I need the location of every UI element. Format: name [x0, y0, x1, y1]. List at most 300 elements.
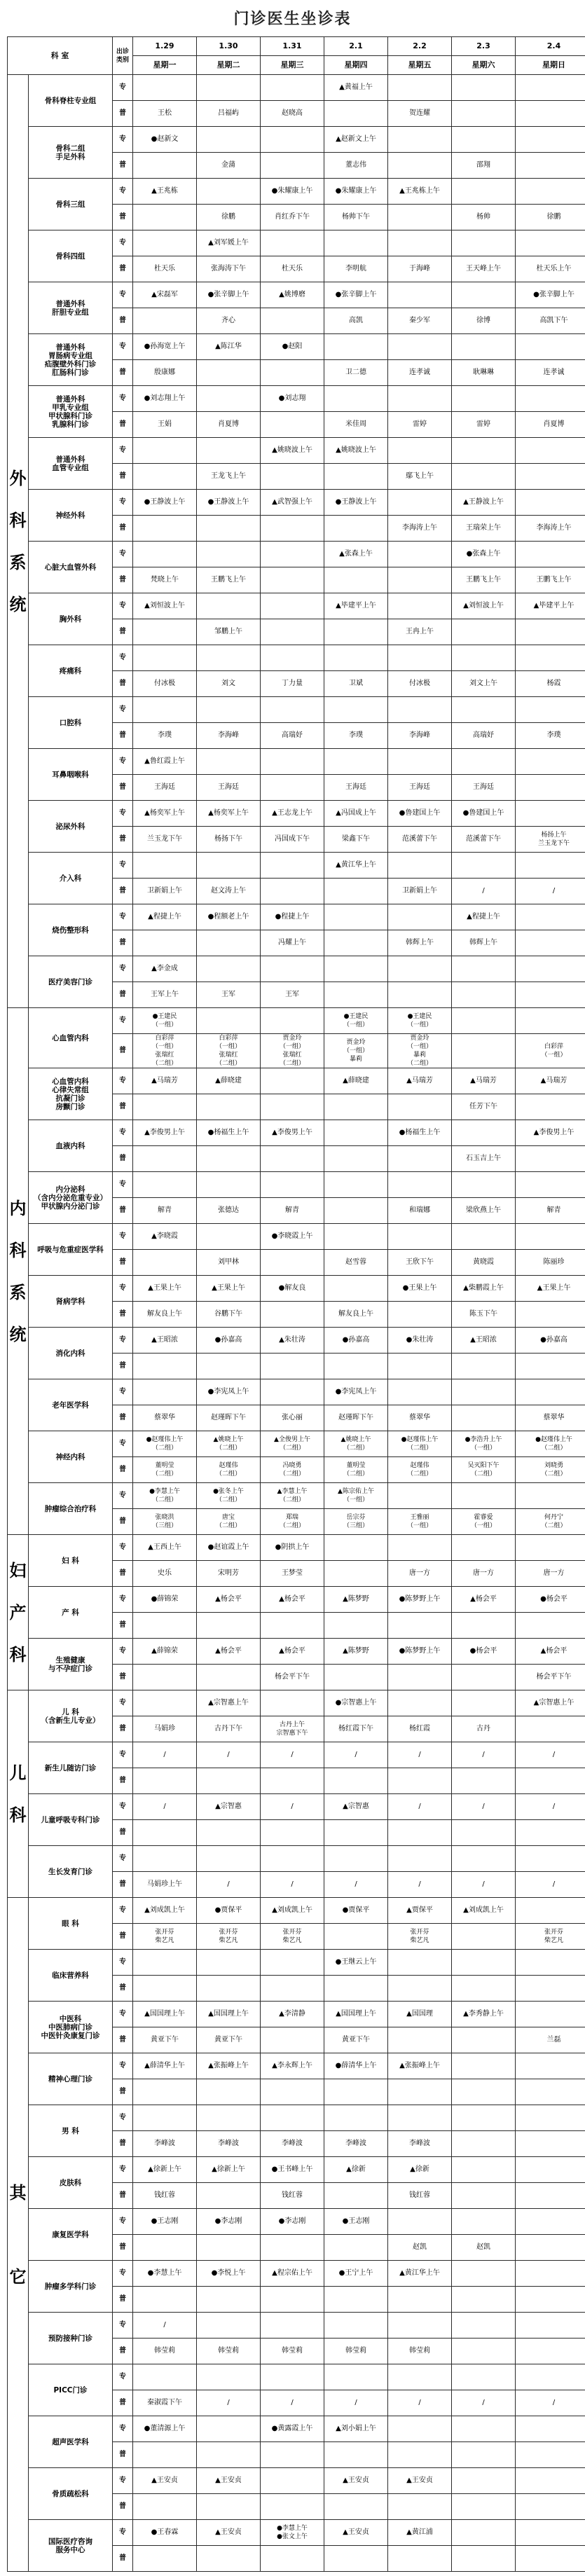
schedule-cell	[197, 645, 261, 671]
schedule-cell	[452, 749, 516, 775]
schedule-cell	[452, 1613, 516, 1639]
schedule-cell	[516, 1146, 585, 1172]
schedule-cell: ▲黄江华上午	[324, 853, 388, 879]
schedule-row	[8, 334, 585, 360]
schedule-cell	[324, 567, 388, 593]
visit-type: 普	[113, 2442, 133, 2468]
schedule-cell	[324, 1768, 388, 1794]
schedule-cell	[261, 879, 324, 904]
schedule-cell: 梁鑫下午	[324, 827, 388, 853]
schedule-cell	[452, 2027, 516, 2053]
visit-type: 专	[113, 75, 133, 101]
schedule-cell: ●薛清华上午	[324, 2053, 388, 2079]
schedule-cell: 张开芬 柴艺凡	[261, 1924, 324, 1950]
schedule-cell: ▲国国理上午	[197, 2002, 261, 2027]
schedule-cell: ●王静波上午	[133, 490, 197, 516]
schedule-cell: 陈玉下午	[452, 1302, 516, 1328]
schedule-cell	[452, 697, 516, 723]
schedule-cell: 米佳周	[324, 412, 388, 438]
schedule-cell	[388, 1379, 452, 1405]
schedule-cell: 杜天乐	[133, 256, 197, 282]
visit-type: 普	[113, 1354, 133, 1379]
schedule-cell	[452, 2494, 516, 2520]
header-date: 1.29	[133, 37, 197, 56]
schedule-cell	[516, 2105, 585, 2131]
visit-type: 普	[113, 879, 133, 904]
schedule-cell	[324, 2235, 388, 2261]
schedule-cell: 卫斌	[324, 671, 388, 697]
visit-type: 专	[113, 2468, 133, 2494]
schedule-cell: 杜天乐上午	[516, 256, 585, 282]
visit-type: 普	[113, 567, 133, 593]
schedule-row	[8, 1379, 585, 1405]
schedule-cell	[452, 982, 516, 1008]
visit-type: 普	[113, 308, 133, 334]
schedule-cell: 赵雪蓉	[324, 1250, 388, 1276]
schedule-cell	[133, 619, 197, 645]
schedule-cell: 赵瑾伟 （二组）	[388, 1457, 452, 1483]
schedule-cell	[261, 853, 324, 879]
schedule-cell	[261, 360, 324, 386]
schedule-cell	[452, 101, 516, 127]
schedule-cell	[133, 1690, 197, 1716]
schedule-cell: 贾金玲 （一组） 暴莉 （二组）	[388, 1034, 452, 1068]
schedule-cell	[516, 1535, 585, 1561]
schedule-cell	[452, 2053, 516, 2079]
schedule-cell	[261, 516, 324, 542]
schedule-cell	[324, 1198, 388, 1224]
schedule-cell: ▲刘成凯上午	[261, 1898, 324, 1924]
schedule-cell	[388, 1690, 452, 1716]
schedule-cell: 李海峰	[197, 723, 261, 749]
schedule-cell	[133, 516, 197, 542]
schedule-cell: 王冉上午	[388, 619, 452, 645]
schedule-cell	[261, 153, 324, 179]
schedule-cell: /	[133, 1742, 197, 1768]
schedule-cell: ▲刘成凯上午	[133, 1898, 197, 1924]
dept-name: 消化内科	[29, 1328, 113, 1379]
schedule-row	[8, 904, 585, 930]
schedule-cell	[261, 127, 324, 153]
schedule-cell	[261, 2546, 324, 2572]
header-weekday: 星期四	[324, 56, 388, 75]
schedule-cell: ▲徐新	[388, 2157, 452, 2183]
schedule-cell: 蔡翠华	[133, 1405, 197, 1431]
schedule-body	[8, 75, 585, 2572]
page-title: 门诊医生坐诊表	[233, 9, 352, 28]
schedule-cell: ▲王志龙上午	[261, 801, 324, 827]
schedule-cell: ▲姚博磨	[261, 282, 324, 308]
schedule-cell: 鄢飞上午	[388, 464, 452, 490]
visit-type: 普	[113, 360, 133, 386]
schedule-cell: ●陈梦野上午	[388, 1639, 452, 1665]
schedule-cell: ▲王兆栋	[133, 179, 197, 205]
schedule-cell: 黄亚下午	[197, 2027, 261, 2053]
schedule-cell	[516, 438, 585, 464]
schedule-cell	[388, 1483, 452, 1509]
schedule-cell: ●贾保平	[324, 1898, 388, 1924]
header-weekday: 星期六	[452, 56, 516, 75]
group-label: 其 它	[8, 1898, 29, 2572]
schedule-cell	[516, 2287, 585, 2313]
schedule-cell	[516, 697, 585, 723]
schedule-cell	[516, 1094, 585, 1120]
header-weekday: 星期二	[197, 56, 261, 75]
visit-type: 专	[113, 1379, 133, 1405]
schedule-cell: 马娟珍	[133, 1716, 197, 1742]
schedule-cell	[197, 853, 261, 879]
schedule-cell	[133, 1976, 197, 2002]
schedule-cell	[516, 2157, 585, 2183]
schedule-cell	[388, 1665, 452, 1690]
schedule-cell: /	[388, 2390, 452, 2416]
visit-type: 专	[113, 1587, 133, 1613]
schedule-cell: 古丹下午	[197, 1716, 261, 1742]
schedule-cell: ▲徐新上午	[197, 2157, 261, 2183]
dept-name: 生殖健康 与不孕症门诊	[29, 1639, 113, 1690]
schedule-cell	[261, 464, 324, 490]
schedule-cell: 张开芬 柴艺凡	[197, 1924, 261, 1950]
visit-type: 专	[113, 2002, 133, 2027]
visit-type: 普	[113, 2287, 133, 2313]
schedule-cell	[261, 2079, 324, 2105]
schedule-cell: 王松	[133, 101, 197, 127]
schedule-cell: 陈丽珍	[516, 1250, 585, 1276]
schedule-cell: 王天峰上午	[452, 256, 516, 282]
schedule-row	[8, 230, 585, 256]
schedule-cell	[133, 542, 197, 567]
schedule-cell	[516, 2313, 585, 2339]
schedule-cell: ●王志刚	[133, 2209, 197, 2235]
visit-type: 专	[113, 749, 133, 775]
dept-name: 肾病学科	[29, 1276, 113, 1328]
schedule-cell	[516, 645, 585, 671]
schedule-cell: ▲张振峰上午	[197, 2053, 261, 2079]
schedule-cell: 钱红蓉	[388, 2183, 452, 2209]
schedule-cell: /	[452, 1794, 516, 1820]
schedule-cell: 赵瑾伟 （二组）	[197, 1457, 261, 1483]
schedule-cell	[133, 1665, 197, 1690]
schedule-cell	[324, 1846, 388, 1872]
schedule-cell	[261, 956, 324, 982]
schedule-cell: 韩莹莉	[261, 2339, 324, 2364]
schedule-cell	[388, 127, 452, 153]
schedule-cell	[197, 1008, 261, 1034]
dept-name: 烧伤整形科	[29, 904, 113, 956]
schedule-cell	[324, 1665, 388, 1690]
schedule-cell: ▲马瑞芳	[133, 1068, 197, 1094]
schedule-cell	[197, 2546, 261, 2572]
schedule-cell: /	[452, 879, 516, 904]
schedule-cell	[133, 2546, 197, 2572]
schedule-cell: 王娟	[133, 412, 197, 438]
schedule-cell: ▲陈梦野	[324, 1587, 388, 1613]
schedule-row	[8, 179, 585, 205]
schedule-cell: ▲李清静	[261, 2002, 324, 2027]
visit-type: 普	[113, 2546, 133, 2572]
schedule-cell	[324, 2364, 388, 2390]
schedule-cell	[516, 2131, 585, 2157]
schedule-cell	[388, 334, 452, 360]
schedule-cell: 和瑞娜	[388, 1198, 452, 1224]
schedule-cell: ▲马瑞芳	[452, 1068, 516, 1094]
schedule-cell: 张海涛下午	[197, 256, 261, 282]
schedule-cell	[133, 2235, 197, 2261]
schedule-cell	[388, 2287, 452, 2313]
schedule-row	[8, 2313, 585, 2339]
visit-type: 普	[113, 256, 133, 282]
schedule-cell: 郑瑞 （二组）	[261, 1509, 324, 1535]
dept-name: 肿瘤多学科门诊	[29, 2261, 113, 2313]
schedule-cell	[516, 2520, 585, 2546]
schedule-cell	[197, 956, 261, 982]
schedule-cell: /	[516, 879, 585, 904]
dept-name: 骨科三组	[29, 179, 113, 230]
schedule-cell: 杨红霞	[388, 1716, 452, 1742]
dept-name: 泌尿外科	[29, 801, 113, 853]
schedule-row	[8, 1328, 585, 1354]
schedule-cell	[133, 1146, 197, 1172]
schedule-cell: ▲刘恒波上午	[133, 593, 197, 619]
schedule-cell: /	[133, 2313, 197, 2339]
schedule-cell	[261, 1690, 324, 1716]
schedule-cell	[133, 697, 197, 723]
schedule-cell	[324, 101, 388, 127]
schedule-cell	[388, 2027, 452, 2053]
schedule-cell: ●赵瑾伟上午 （二组）	[388, 1431, 452, 1457]
schedule-cell	[324, 1613, 388, 1639]
schedule-cell: ●李宪凤上午	[324, 1379, 388, 1405]
schedule-cell	[452, 1008, 516, 1034]
schedule-cell	[324, 697, 388, 723]
schedule-cell: ▲刘小娟上午	[324, 2416, 388, 2442]
schedule-cell	[133, 2105, 197, 2131]
dept-name: 普通外科 血管专业组	[29, 438, 113, 490]
schedule-cell: ▲国国理上午	[324, 2002, 388, 2027]
schedule-cell	[516, 127, 585, 153]
schedule-cell	[452, 1535, 516, 1561]
schedule-cell	[197, 542, 261, 567]
schedule-cell: /	[261, 1742, 324, 1768]
schedule-cell: 吕福屿	[197, 101, 261, 127]
schedule-cell	[516, 386, 585, 412]
schedule-cell	[133, 1250, 197, 1276]
schedule-cell: ▲黄江华上午	[388, 2261, 452, 2287]
visit-type: 专	[113, 1950, 133, 1976]
schedule-cell	[324, 1224, 388, 1250]
schedule-cell	[197, 516, 261, 542]
schedule-cell: /	[452, 2390, 516, 2416]
schedule-cell	[388, 1820, 452, 1846]
schedule-cell: ●王建民 （一组）	[133, 1008, 197, 1034]
schedule-cell	[388, 2313, 452, 2339]
schedule-cell	[516, 1976, 585, 2002]
schedule-cell: 冯晓勇 （二组）	[261, 1457, 324, 1483]
schedule-cell: 付冰极	[388, 671, 452, 697]
schedule-cell: 赵文涛上午	[197, 879, 261, 904]
header-weekday: 星期日	[516, 56, 585, 75]
schedule-cell	[516, 2494, 585, 2520]
schedule-cell: /	[516, 1742, 585, 1768]
schedule-cell	[516, 801, 585, 827]
schedule-cell: ●贾保平	[197, 1898, 261, 1924]
schedule-cell: ●孙海宽上午	[133, 334, 197, 360]
schedule-cell	[452, 2079, 516, 2105]
dept-name: 口腔科	[29, 697, 113, 749]
schedule-cell: ▲杨奕军上午	[133, 801, 197, 827]
schedule-cell	[388, 1146, 452, 1172]
schedule-cell: ●王志刚	[324, 2209, 388, 2235]
schedule-cell	[452, 1224, 516, 1250]
schedule-cell: ●赵瑾伟上午 （二组）	[133, 1431, 197, 1457]
schedule-cell	[388, 904, 452, 930]
schedule-cell: ▲王安贞	[324, 2468, 388, 2494]
visit-type: 普	[113, 723, 133, 749]
schedule-cell	[516, 1768, 585, 1794]
visit-type: 专	[113, 2105, 133, 2131]
schedule-cell	[388, 593, 452, 619]
schedule-cell	[261, 308, 324, 334]
visit-type: 普	[113, 2183, 133, 2209]
dept-name: 血液内科	[29, 1120, 113, 1172]
schedule-cell: 钱红蓉	[133, 2183, 197, 2209]
schedule-cell: ●李悦上午	[197, 2261, 261, 2287]
schedule-row	[8, 645, 585, 671]
schedule-cell: 王军	[197, 982, 261, 1008]
visit-type: 普	[113, 1034, 133, 1068]
schedule-cell: ●薛锦荣	[133, 1587, 197, 1613]
visit-type: 普	[113, 412, 133, 438]
schedule-cell: ●李慧上午 ●张文上午	[261, 2520, 324, 2546]
schedule-row	[8, 1639, 585, 1665]
visit-type: 专	[113, 334, 133, 360]
dept-name: 普通外科 肝胆专业组	[29, 282, 113, 334]
schedule-cell	[261, 2287, 324, 2313]
schedule-cell: 史乐	[133, 1561, 197, 1587]
schedule-cell	[452, 438, 516, 464]
schedule-cell	[452, 2442, 516, 2468]
schedule-cell	[197, 1820, 261, 1846]
dept-name: 儿 科 （含新生儿专业）	[29, 1690, 113, 1742]
schedule-cell: 唐一方	[388, 1561, 452, 1587]
dept-name: 儿童呼吸专科门诊	[29, 1794, 113, 1846]
schedule-cell: /	[133, 1794, 197, 1820]
schedule-cell: ▲赵新文上午	[324, 127, 388, 153]
visit-type: 普	[113, 2131, 133, 2157]
schedule-cell: ●王静波上午	[324, 490, 388, 516]
schedule-cell: 卫二德	[324, 360, 388, 386]
dept-name: 心脏大血管外科	[29, 542, 113, 593]
schedule-cell: /	[516, 1872, 585, 1898]
schedule-cell: 邹鹏上午	[197, 619, 261, 645]
schedule-cell: 刘晓勇 （二组）	[516, 1457, 585, 1483]
schedule-cell	[324, 2546, 388, 2572]
schedule-cell	[452, 2209, 516, 2235]
dept-name: 骨质疏松科	[29, 2468, 113, 2520]
header-weekday: 星期五	[388, 56, 452, 75]
schedule-cell: ▲杨会平	[261, 1639, 324, 1665]
schedule-cell: 石玉吉上午	[452, 1146, 516, 1172]
schedule-cell: 杨红霞下午	[324, 1716, 388, 1742]
schedule-cell	[452, 1379, 516, 1405]
schedule-cell	[133, 1768, 197, 1794]
schedule-cell	[388, 1768, 452, 1794]
schedule-cell	[388, 1354, 452, 1379]
schedule-cell: ●程捷上午	[261, 904, 324, 930]
schedule-cell	[261, 1094, 324, 1120]
visit-type: 普	[113, 153, 133, 179]
schedule-cell: ▲姚晓波上午	[324, 438, 388, 464]
schedule-cell	[197, 930, 261, 956]
schedule-cell: ●赵瑾伟上午 （二组）	[516, 1431, 585, 1457]
schedule-cell	[324, 1172, 388, 1198]
visit-type: 专	[113, 1898, 133, 1924]
schedule-cell: 杨扬上午 兰玉龙下午	[516, 827, 585, 853]
schedule-cell	[324, 1561, 388, 1587]
visit-type: 专	[113, 127, 133, 153]
schedule-cell	[388, 1535, 452, 1561]
schedule-cell	[452, 1483, 516, 1509]
schedule-cell: 王鹏飞上午	[516, 567, 585, 593]
schedule-cell: /	[324, 1742, 388, 1768]
schedule-cell	[261, 2235, 324, 2261]
schedule-cell: 齐心	[197, 308, 261, 334]
dept-name: 普通外科 胃肠病专业组 疝腹壁外科门诊 肛肠科门诊	[29, 334, 113, 386]
schedule-cell	[324, 2183, 388, 2209]
schedule-cell	[197, 75, 261, 101]
schedule-cell: /	[197, 1872, 261, 1898]
schedule-row	[8, 2364, 585, 2390]
schedule-cell	[133, 645, 197, 671]
schedule-cell	[452, 2520, 516, 2546]
visit-type: 普	[113, 1509, 133, 1535]
schedule-cell	[197, 1094, 261, 1120]
schedule-cell	[197, 1976, 261, 2002]
schedule-cell	[516, 1846, 585, 1872]
schedule-cell	[516, 619, 585, 645]
schedule-row	[8, 438, 585, 464]
schedule-row	[8, 2468, 585, 2494]
visit-type: 专	[113, 1639, 133, 1665]
schedule-cell: 兰玉龙下午	[133, 827, 197, 853]
schedule-cell	[197, 1224, 261, 1250]
schedule-cell: ▲马瑞芳	[516, 1068, 585, 1094]
schedule-cell: ●张冬上午 （二组）	[197, 1483, 261, 1509]
schedule-cell: ▲宗智惠上午	[516, 1690, 585, 1716]
schedule-cell	[197, 386, 261, 412]
schedule-row	[8, 2416, 585, 2442]
visit-type: 普	[113, 101, 133, 127]
visit-type: 专	[113, 956, 133, 982]
visit-type: 普	[113, 1716, 133, 1742]
visit-type: 专	[113, 179, 133, 205]
schedule-cell	[452, 1690, 516, 1716]
schedule-cell: 解青	[133, 1198, 197, 1224]
schedule-cell	[197, 2364, 261, 2390]
schedule-cell: 董明莹 （二组）	[324, 1457, 388, 1483]
schedule-cell	[324, 2079, 388, 2105]
schedule-cell: 王海廷	[197, 775, 261, 801]
schedule-cell: 杨帅下午	[324, 205, 388, 230]
schedule-cell	[324, 956, 388, 982]
schedule-cell: 解友良上午	[324, 1302, 388, 1328]
schedule-cell: ▲姚晓上午 （二组）	[324, 1431, 388, 1457]
header-date: 2.4	[516, 37, 585, 56]
schedule-cell: ▲毕建平上午	[516, 593, 585, 619]
visit-type: 专	[113, 2261, 133, 2287]
schedule-cell	[261, 542, 324, 567]
schedule-cell: 张晓洪 （三组）	[133, 1509, 197, 1535]
